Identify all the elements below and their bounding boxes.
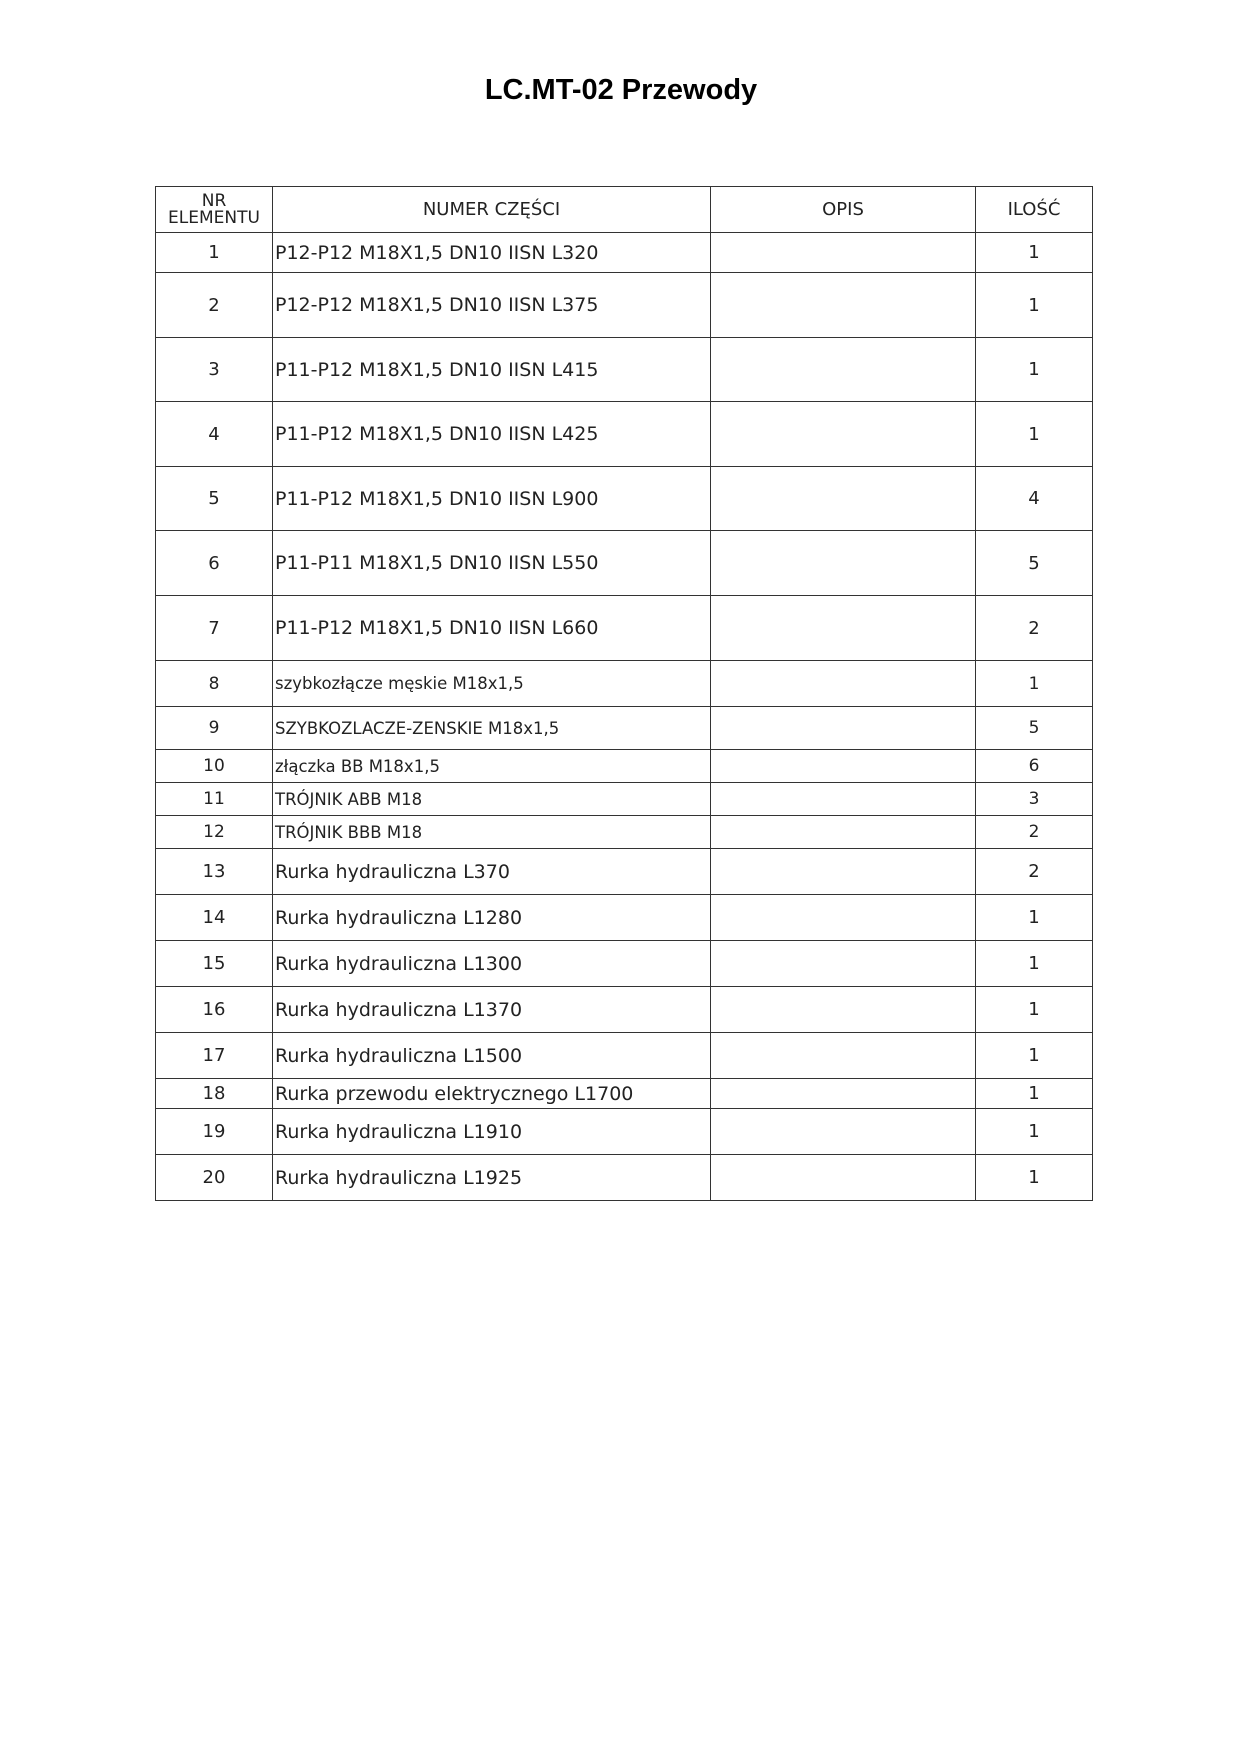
cell-description bbox=[711, 596, 976, 661]
cell-description bbox=[711, 941, 976, 987]
cell-part-number: Rurka hydrauliczna L1910 bbox=[273, 1109, 711, 1155]
cell-element-number: 19 bbox=[156, 1109, 273, 1155]
table-row bbox=[156, 233, 1093, 273]
cell-description bbox=[711, 661, 976, 707]
table-row bbox=[156, 1079, 1093, 1109]
cell-element-number: 4 bbox=[156, 402, 273, 467]
cell-quantity: 2 bbox=[976, 596, 1093, 661]
cell-quantity: 1 bbox=[976, 338, 1093, 402]
table-row bbox=[156, 750, 1093, 783]
table-row bbox=[156, 531, 1093, 596]
cell-element-number: 15 bbox=[156, 941, 273, 987]
table-header-row bbox=[156, 187, 1093, 233]
cell-element-number: 11 bbox=[156, 783, 273, 816]
cell-element-number: 17 bbox=[156, 1033, 273, 1079]
cell-element-number: 13 bbox=[156, 849, 273, 895]
header-nr-line2: ELEMENTU bbox=[168, 207, 260, 228]
table-row bbox=[156, 895, 1093, 941]
table-row bbox=[156, 338, 1093, 402]
cell-element-number: 7 bbox=[156, 596, 273, 661]
cell-part-number: szybkozłącze męskie M18x1,5 bbox=[273, 661, 711, 707]
parts-table bbox=[155, 186, 1093, 1201]
cell-part-number: TRÓJNIK ABB M18 bbox=[273, 783, 711, 816]
table-row bbox=[156, 1033, 1093, 1079]
table-row bbox=[156, 402, 1093, 467]
header-part-number: NUMER CZĘŚCI bbox=[273, 187, 711, 233]
cell-description bbox=[711, 338, 976, 402]
cell-element-number: 20 bbox=[156, 1155, 273, 1201]
cell-quantity: 5 bbox=[976, 707, 1093, 750]
cell-description bbox=[711, 750, 976, 783]
header-nr-elementu bbox=[156, 187, 273, 233]
cell-element-number: 5 bbox=[156, 467, 273, 531]
cell-quantity: 1 bbox=[976, 1033, 1093, 1079]
table-row bbox=[156, 816, 1093, 849]
cell-part-number: P12-P12 M18X1,5 DN10 IISN L375 bbox=[273, 273, 711, 338]
document-title: LC.MT-02 Przewody bbox=[484, 74, 758, 106]
cell-description bbox=[711, 273, 976, 338]
cell-part-number: P12-P12 M18X1,5 DN10 IISN L320 bbox=[273, 233, 711, 273]
cell-part-number: Rurka hydrauliczna L1280 bbox=[273, 895, 711, 941]
cell-description bbox=[711, 233, 976, 273]
cell-quantity: 1 bbox=[976, 273, 1093, 338]
table-row bbox=[156, 941, 1093, 987]
cell-element-number: 12 bbox=[156, 816, 273, 849]
cell-element-number: 2 bbox=[156, 273, 273, 338]
table-row bbox=[156, 707, 1093, 750]
cell-description bbox=[711, 816, 976, 849]
table-row bbox=[156, 661, 1093, 707]
header-nr-line1: NR bbox=[201, 190, 227, 211]
cell-quantity: 1 bbox=[976, 233, 1093, 273]
header-description: OPIS bbox=[711, 187, 976, 233]
cell-element-number: 8 bbox=[156, 661, 273, 707]
cell-description bbox=[711, 783, 976, 816]
cell-description bbox=[711, 1155, 976, 1201]
cell-part-number: P11-P12 M18X1,5 DN10 IISN L415 bbox=[273, 338, 711, 402]
cell-description bbox=[711, 707, 976, 750]
cell-quantity: 2 bbox=[976, 816, 1093, 849]
table-row bbox=[156, 467, 1093, 531]
cell-part-number: złączka BB M18x1,5 bbox=[273, 750, 711, 783]
cell-quantity: 3 bbox=[976, 783, 1093, 816]
cell-description bbox=[711, 1109, 976, 1155]
table-row bbox=[156, 849, 1093, 895]
cell-description bbox=[711, 987, 976, 1033]
cell-part-number: Rurka hydrauliczna L370 bbox=[273, 849, 711, 895]
cell-description bbox=[711, 402, 976, 467]
cell-quantity: 1 bbox=[976, 1079, 1093, 1109]
cell-part-number: P11-P12 M18X1,5 DN10 IISN L900 bbox=[273, 467, 711, 531]
cell-part-number: TRÓJNIK BBB M18 bbox=[273, 816, 711, 849]
cell-part-number: P11-P12 M18X1,5 DN10 IISN L660 bbox=[273, 596, 711, 661]
cell-quantity: 5 bbox=[976, 531, 1093, 596]
table-row bbox=[156, 596, 1093, 661]
cell-part-number: Rurka hydrauliczna L1925 bbox=[273, 1155, 711, 1201]
table-body bbox=[156, 233, 1093, 1201]
cell-description bbox=[711, 895, 976, 941]
cell-part-number: Rurka hydrauliczna L1500 bbox=[273, 1033, 711, 1079]
cell-element-number: 1 bbox=[156, 233, 273, 273]
cell-element-number: 14 bbox=[156, 895, 273, 941]
table-row bbox=[156, 273, 1093, 338]
table-row bbox=[156, 987, 1093, 1033]
cell-description bbox=[711, 467, 976, 531]
cell-element-number: 16 bbox=[156, 987, 273, 1033]
cell-element-number: 10 bbox=[156, 750, 273, 783]
cell-quantity: 1 bbox=[976, 1109, 1093, 1155]
cell-part-number: Rurka hydrauliczna L1300 bbox=[273, 941, 711, 987]
cell-element-number: 3 bbox=[156, 338, 273, 402]
cell-description bbox=[711, 1033, 976, 1079]
cell-description bbox=[711, 531, 976, 596]
cell-quantity: 6 bbox=[976, 750, 1093, 783]
cell-quantity: 1 bbox=[976, 941, 1093, 987]
cell-part-number: Rurka przewodu elektrycznego L1700 bbox=[273, 1079, 711, 1109]
cell-part-number: Rurka hydrauliczna L1370 bbox=[273, 987, 711, 1033]
cell-part-number: P11-P11 M18X1,5 DN10 IISN L550 bbox=[273, 531, 711, 596]
table-row bbox=[156, 1155, 1093, 1201]
cell-quantity: 1 bbox=[976, 1155, 1093, 1201]
cell-quantity: 1 bbox=[976, 987, 1093, 1033]
table-row bbox=[156, 783, 1093, 816]
cell-quantity: 4 bbox=[976, 467, 1093, 531]
cell-element-number: 9 bbox=[156, 707, 273, 750]
table-row bbox=[156, 1109, 1093, 1155]
cell-quantity: 1 bbox=[976, 895, 1093, 941]
cell-quantity: 1 bbox=[976, 661, 1093, 707]
cell-element-number: 18 bbox=[156, 1079, 273, 1109]
cell-description bbox=[711, 849, 976, 895]
cell-description bbox=[711, 1079, 976, 1109]
cell-quantity: 2 bbox=[976, 849, 1093, 895]
header-quantity: ILOŚĆ bbox=[976, 187, 1093, 233]
cell-element-number: 6 bbox=[156, 531, 273, 596]
cell-part-number: SZYBKOZLACZE-ZENSKIE M18x1,5 bbox=[273, 707, 711, 750]
cell-part-number: P11-P12 M18X1,5 DN10 IISN L425 bbox=[273, 402, 711, 467]
cell-quantity: 1 bbox=[976, 402, 1093, 467]
